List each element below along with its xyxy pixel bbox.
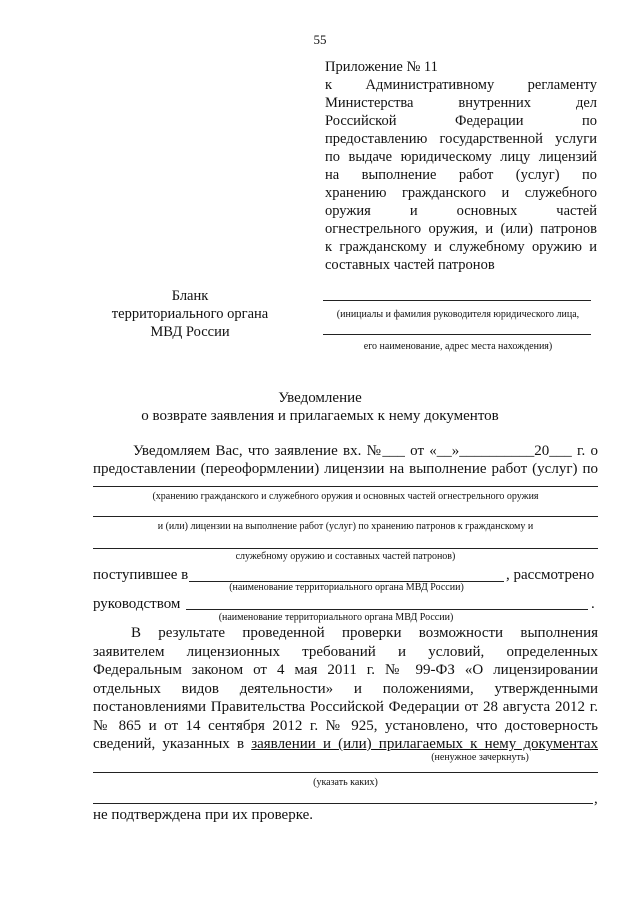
notice-subtitle: о возврате заявления и прилагаемых к нему документов [141,408,499,424]
specify-caption: (указать каких) [313,777,378,788]
para-line: постановлениями Правительства Российской Федерации от 28 августа 2012 г. [93,699,598,715]
para-line: № 865 и от 14 сентября 2012 г. № 925, установлено, что достоверность [93,717,598,734]
appendix-line: предоставлению государственной услуги [325,131,597,147]
letterhead-line: МВД России [150,324,230,340]
appendix-line: составных частей патронов [325,257,495,273]
management-label: руководством [93,596,181,612]
trailing-comma: , [594,791,598,807]
para-line: заявителем лицензионных требований и условий, определенных [93,643,598,660]
page-number: 55 [313,32,327,47]
received-suffix: , рассмотрено [506,567,595,583]
letterhead-blank [90,287,290,341]
para-line: отдельных видов деятельности» и положениями, утвержденными [93,680,598,697]
management-caption: (наименование территориального органа МВД России) [218,612,454,623]
received-label: поступившее в [93,567,189,583]
strike-caption: (ненужное зачеркнуть) [431,752,529,763]
appendix-line: к Административному регламенту [325,77,597,93]
appendix-line: на выполнение работ (услуг) по [325,167,597,183]
last-line-prefix: сведений, указанных в [93,736,245,752]
letterhead-line: Бланк [171,288,209,304]
management-fill-line[interactable] [186,609,588,610]
appendix-line: огнестрельного оружия, и (или) патронов [325,221,597,237]
caption-license-1: (хранению гражданского и служебного оружия и основных частей огнестрельного оружия [152,491,539,502]
letterhead-line: территориального органа [111,306,269,322]
appendix-line: к гражданскому и служебному оружию и [325,239,597,255]
notice-title: Уведомление [278,390,362,406]
recipient-caption-1: (инициалы и фамилия руководителя юридического лица, [336,309,580,320]
appendix-title: Приложение № 11 [325,59,438,75]
specify-fill-line-2[interactable] [93,803,593,804]
fill-line-2[interactable] [93,516,598,517]
strike-choice[interactable]: заявлении и (или) прилагаемых к нему документах [251,736,599,752]
appendix-text [325,76,597,274]
final-line: не подтверждена при их проверке. [93,807,314,823]
recipient-line-1[interactable] [323,300,591,301]
caption-license-2: и (или) лицензии на выполнение работ (услуг) по хранению патронов к гражданскому и [157,521,534,532]
fill-line-1[interactable] [93,486,598,487]
caption-license-3: служебному оружию и составных частей патронов) [235,551,456,562]
fill-line-3[interactable] [93,548,598,549]
management-period: . [591,596,595,612]
specify-fill-line[interactable] [93,772,598,773]
recipient-caption-2: его наименование, адрес места нахождения) [363,341,553,352]
para-line-last [93,735,598,754]
para-line: Федеральным законом от 4 мая 2011 г. № 99-ФЗ «О лицензировании [93,662,598,678]
para-line: В результате проведенной проверки возможности выполнения [131,625,598,641]
received-caption: (наименование территориального органа МВД России) [229,582,464,593]
appendix-line: Министерства внутренних дел [325,95,597,111]
body-line-1: Уведомляем Вас, что заявление вх. №___ от «__»__________20___ г. о [133,443,598,459]
recipient-line-2[interactable] [323,334,591,335]
body-line-2: предоставлении (переоформлении) лицензии на выполнение работ (услуг) по [93,461,598,477]
appendix-line: по выдаче юридическому лицу лицензий [325,149,597,165]
appendix-line: оружия и основных частей [325,203,597,219]
appendix-line: хранению гражданского и служебного [325,185,597,201]
appendix-line: Российской Федерации по [325,113,597,129]
result-paragraph [93,624,598,754]
